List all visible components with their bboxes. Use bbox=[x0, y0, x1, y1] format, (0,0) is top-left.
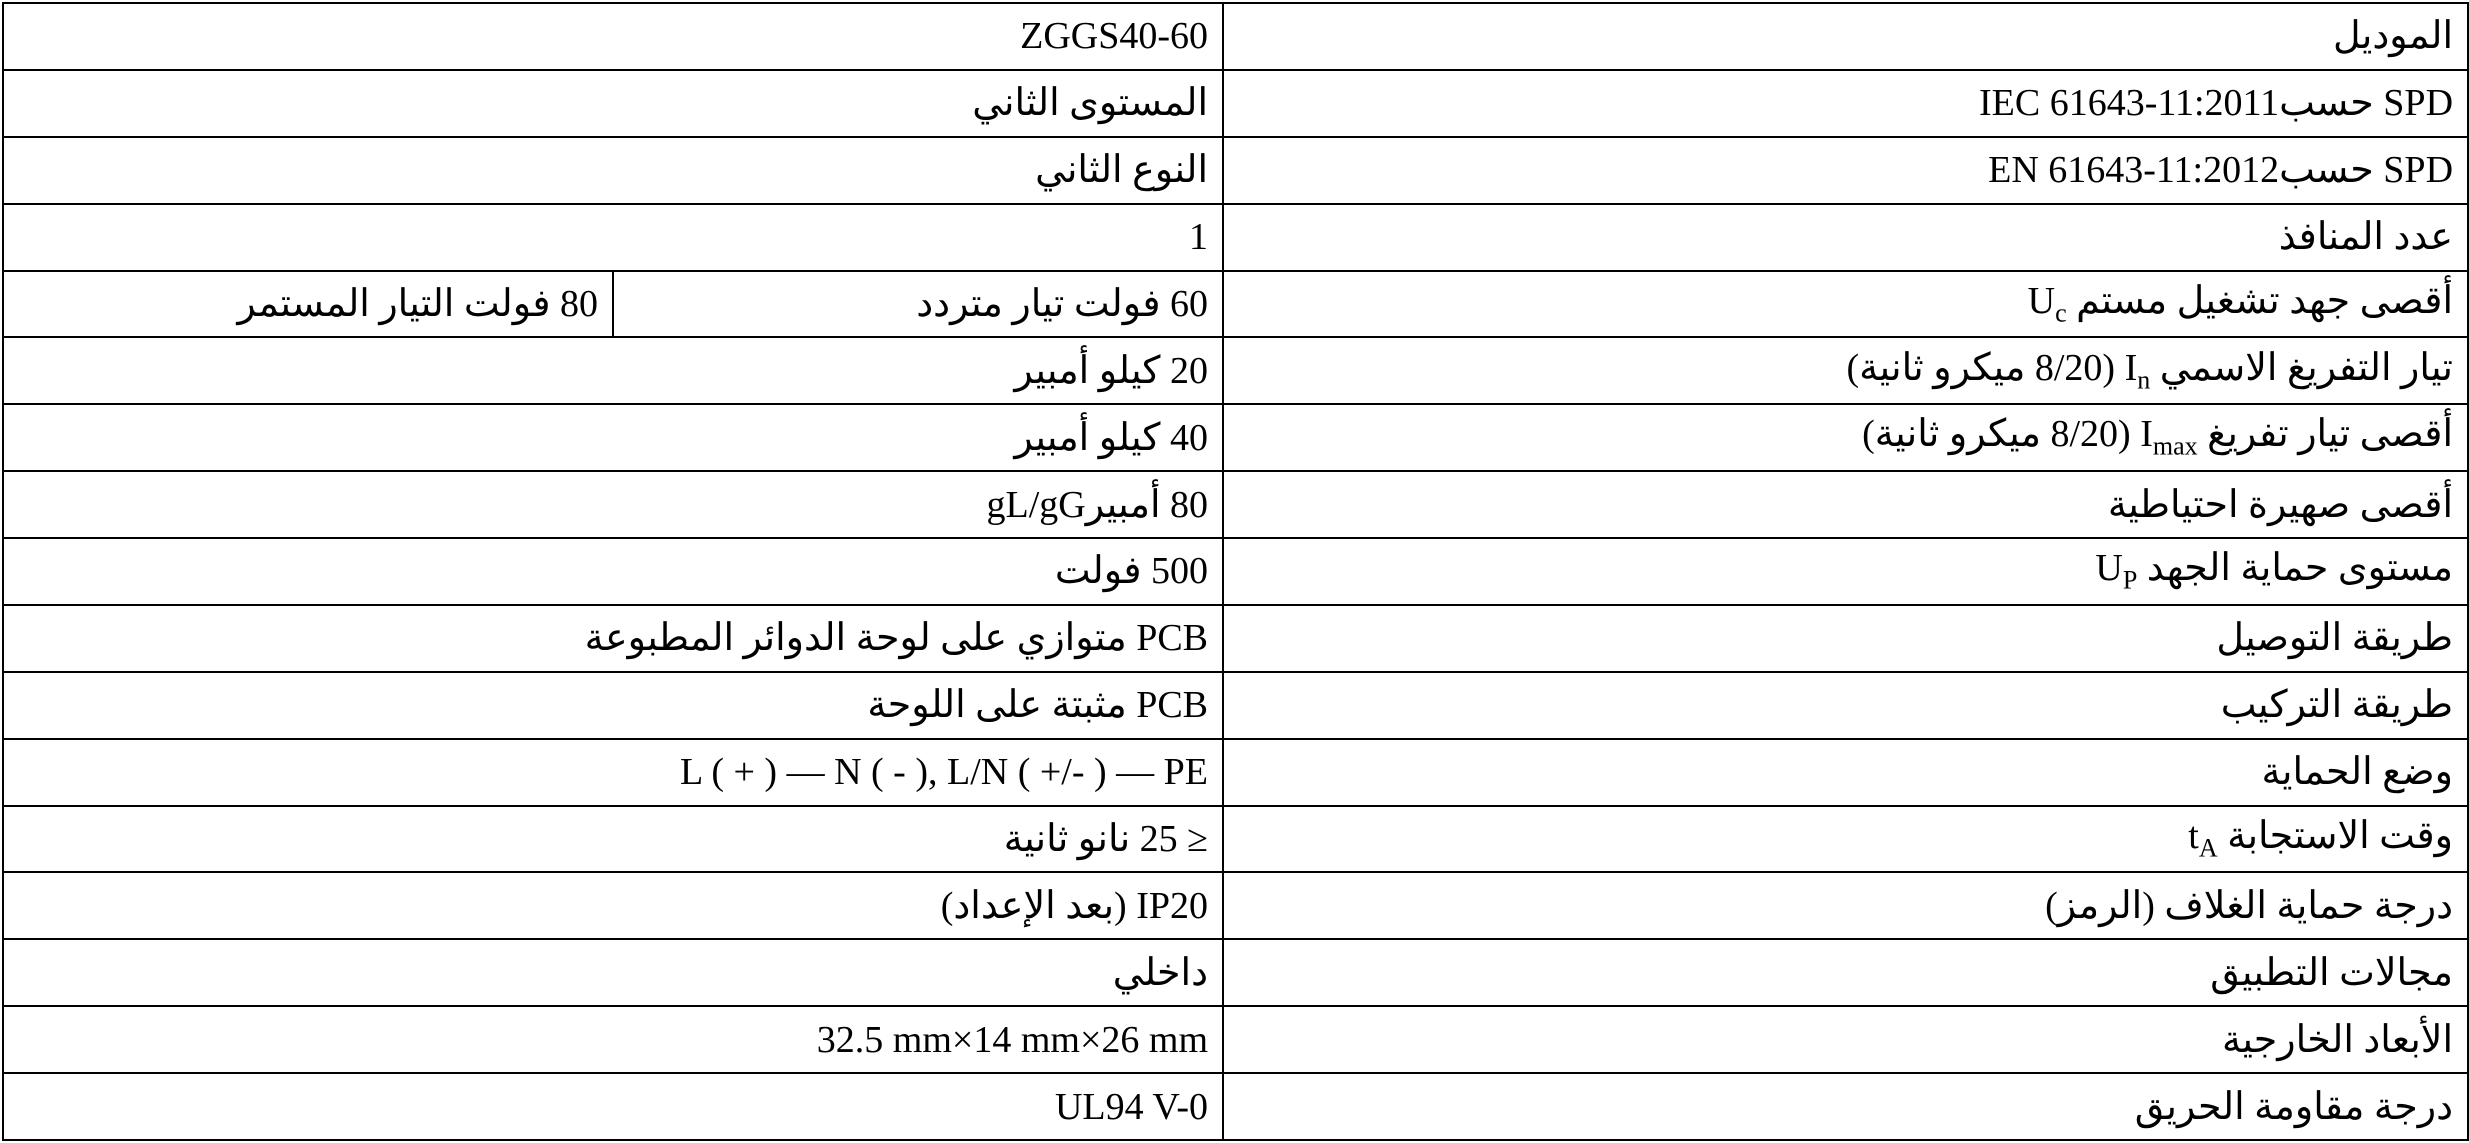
row-label: SPD حسبEN 61643-11:2012 bbox=[1223, 137, 2468, 204]
row-label: وضع الحماية bbox=[1223, 739, 2468, 806]
symbol-subscript: max bbox=[2152, 431, 2198, 461]
spec-row-spd-en bbox=[3, 137, 2468, 204]
row-label bbox=[1223, 806, 2468, 873]
row-label: درجة مقاومة الحريق bbox=[1223, 1073, 2468, 1140]
row-value-ac: 60 فولت تيار متردد bbox=[613, 271, 1223, 338]
symbol-letter: t bbox=[2188, 814, 2199, 857]
spec-row-mounting-method bbox=[3, 672, 2468, 739]
row-label: الأبعاد الخارجية bbox=[1223, 1006, 2468, 1073]
row-value: المستوى الثاني bbox=[3, 70, 1223, 137]
spec-table bbox=[2, 2, 2469, 1141]
row-label: طريقة التركيب bbox=[1223, 672, 2468, 739]
label-text: وقت الاستجابة bbox=[2217, 814, 2454, 857]
row-value: 1 bbox=[3, 204, 1223, 271]
symbol-subscript: A bbox=[2198, 833, 2218, 863]
spec-row-protection-mode bbox=[3, 739, 2468, 806]
row-value bbox=[3, 1006, 1223, 1073]
row-value-dc: 80 فولت التيار المستمر bbox=[3, 271, 613, 338]
spec-row-spd-iec bbox=[3, 70, 2468, 137]
label-symbol bbox=[2140, 413, 2198, 461]
row-value: PCB متوازي على لوحة الدوائر المطبوعة bbox=[3, 605, 1223, 672]
label-symbol bbox=[2027, 279, 2067, 328]
spec-row-flammability bbox=[3, 1073, 2468, 1140]
row-value: UL94 V-0 bbox=[3, 1073, 1223, 1140]
spec-row-ports bbox=[3, 204, 2468, 271]
row-label bbox=[1223, 538, 2468, 605]
row-label: عدد المنافذ bbox=[1223, 204, 2468, 271]
row-value: 500 فولت bbox=[3, 538, 1223, 605]
row-value: النوع الثاني bbox=[3, 137, 1223, 204]
row-value: 40 كيلو أمبير bbox=[3, 404, 1223, 471]
spec-row-response-time bbox=[3, 806, 2468, 873]
label-symbol bbox=[2095, 547, 2138, 595]
dimensions-text: 32.5 mm×14 mm×26 mm bbox=[816, 1018, 1209, 1061]
row-label: SPD حسبIEC 61643-11:2011 bbox=[1223, 70, 2468, 137]
label-symbol bbox=[2124, 346, 2151, 395]
spec-row-max-operating-voltage bbox=[3, 271, 2468, 338]
symbol-subscript: n bbox=[2137, 365, 2151, 395]
spec-row-nominal-discharge-current bbox=[3, 337, 2468, 404]
row-value: IP20 (بعد الإعداد) bbox=[3, 872, 1223, 939]
label-text: مستوى حماية الجهد bbox=[2137, 547, 2454, 590]
spec-row-model bbox=[3, 3, 2468, 70]
symbol-letter: U bbox=[2095, 547, 2123, 590]
row-label bbox=[1223, 271, 2468, 338]
symbol-letter: I bbox=[2140, 413, 2153, 456]
label-suffix: (8/20 ميكرو ثانية) bbox=[1862, 413, 2141, 456]
row-value: ZGGS40-60 bbox=[3, 3, 1223, 70]
spec-row-max-backup-fuse bbox=[3, 471, 2468, 538]
spec-row-dimensions bbox=[3, 1006, 2468, 1073]
row-label: درجة حماية الغلاف (الرمز) bbox=[1223, 872, 2468, 939]
label-suffix: (8/20 ميكرو ثانية) bbox=[1846, 346, 2125, 389]
row-value: 80 أمبيرgL/gG bbox=[3, 471, 1223, 538]
label-text: أقصى تيار تفريغ bbox=[2197, 413, 2454, 456]
row-value: PCB مثبتة على اللوحة bbox=[3, 672, 1223, 739]
label-text: تيار التفريغ الاسمي bbox=[2150, 346, 2454, 389]
symbol-letter: U bbox=[2027, 279, 2056, 322]
protection-mode-text: L ( + ) — N ( - ), L/N ( +/- ) — PE bbox=[680, 751, 1209, 794]
row-value: ≤ 25 نانو ثانية bbox=[3, 806, 1223, 873]
row-value: داخلي bbox=[3, 939, 1223, 1006]
row-value bbox=[3, 739, 1223, 806]
row-label: أقصى صهيرة احتياطية bbox=[1223, 471, 2468, 538]
spec-row-connection-method bbox=[3, 605, 2468, 672]
row-label bbox=[1223, 337, 2468, 404]
row-label bbox=[1223, 404, 2468, 471]
symbol-subscript: P bbox=[2122, 565, 2138, 595]
spec-row-application-areas bbox=[3, 939, 2468, 1006]
spec-row-enclosure-rating bbox=[3, 872, 2468, 939]
row-label: طريقة التوصيل bbox=[1223, 605, 2468, 672]
row-label: مجالات التطبيق bbox=[1223, 939, 2468, 1006]
spec-row-voltage-protection-level bbox=[3, 538, 2468, 605]
symbol-subscript: c bbox=[2055, 298, 2067, 328]
label-text: أقصى جهد تشغيل مستم bbox=[2066, 279, 2454, 322]
spec-row-max-discharge-current bbox=[3, 404, 2468, 471]
row-label: الموديل bbox=[1223, 3, 2468, 70]
label-symbol bbox=[2188, 814, 2218, 863]
symbol-letter: I bbox=[2124, 346, 2138, 389]
row-value: 20 كيلو أمبير bbox=[3, 337, 1223, 404]
